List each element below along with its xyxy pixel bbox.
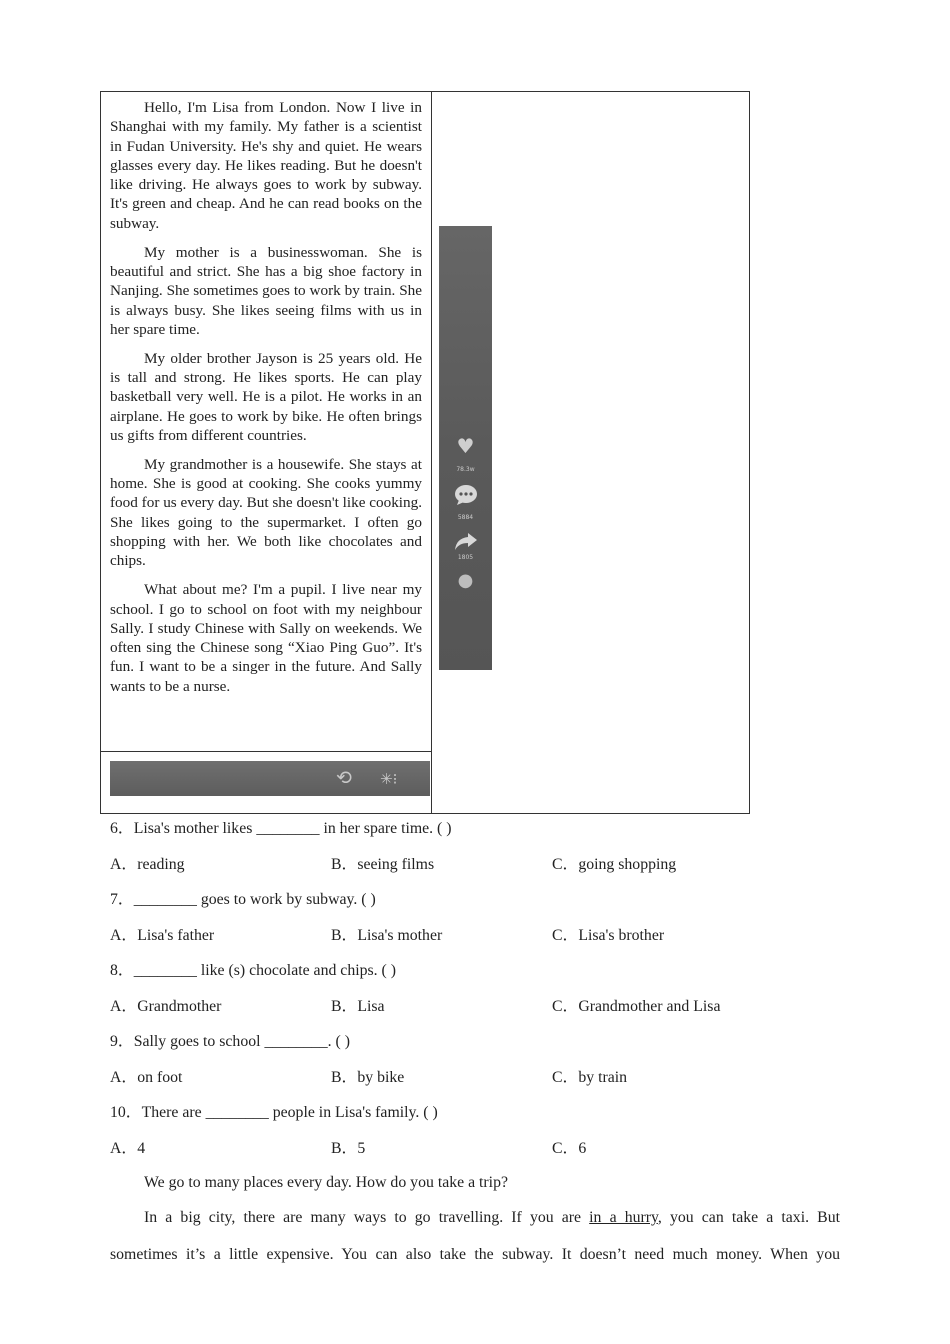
option-a: A．4 xyxy=(110,1140,146,1157)
question-10: 10．There are ________ people in Lisa's family. ( ) xyxy=(110,1104,438,1121)
refresh-icon[interactable]: ⟲ xyxy=(336,767,352,789)
option-b: B．seeing films xyxy=(331,856,435,873)
option-c: C．6 xyxy=(552,1140,587,1157)
passage2-line1 xyxy=(110,1209,840,1227)
passage-paragraph: Hello, I'm Lisa from London. Now I live in Shanghai with my family. My father is a scientist in Fudan University. He's shy and quiet. He wears glasses every day. He likes reading. But he doesn't like driving. He always goes to work by subway. It's green and cheap. And he can read books on the subway. xyxy=(110,99,422,232)
passage-paragraph: My mother is a businesswoman. She is beautiful and strict. She has a big shoe factory in Nanjing. She sometimes goes to work by train. She is always busy. She likes seeing films with us in her spare time. xyxy=(110,243,422,338)
option-a: A．Grandmother xyxy=(110,998,222,1015)
comment-count: 5884 xyxy=(457,514,474,521)
underlined-phrase: in a hurry xyxy=(589,1209,658,1226)
option-c: C．going shopping xyxy=(552,856,677,873)
passage-paragraph: My older brother Jayson is 25 years old. He is tall and strong. He likes sports. He can play basketball very well. He is a pilot. He works in an airplane. He goes to work by bike. He often brings us gifts from different countries. xyxy=(110,349,422,444)
option-b: B．Lisa xyxy=(331,998,385,1015)
question-6: 6．Lisa's mother likes ________ in her spare time. ( ) xyxy=(110,820,452,837)
reading-passage xyxy=(110,98,422,706)
passage2-line1-after: , you can take a taxi. But xyxy=(657,1209,840,1226)
like-count: 78.3w xyxy=(456,466,475,473)
option-a: A．reading xyxy=(110,856,185,873)
share-icon[interactable] xyxy=(439,531,492,555)
option-a: A．Lisa's father xyxy=(110,927,215,944)
comment-icon[interactable] xyxy=(439,484,492,510)
passage2-line2: sometimes it’s a little expensive. You can also take the subway. It doesn’t need much money. When you xyxy=(110,1246,840,1263)
column-divider xyxy=(431,92,432,813)
option-c: C．Grandmother and Lisa xyxy=(552,998,721,1015)
reading-passage-box xyxy=(100,91,750,814)
option-a: A．on foot xyxy=(110,1069,183,1086)
share-count: 1805 xyxy=(457,554,474,561)
favorite-icon[interactable]: ● xyxy=(457,570,474,591)
option-b: B．5 xyxy=(331,1140,366,1157)
video-control-bar xyxy=(110,761,430,796)
option-b: B．Lisa's mother xyxy=(331,927,443,944)
settings-icon[interactable]: ✳⁝ xyxy=(380,770,398,788)
question-7: 7．________ goes to work by subway. ( ) xyxy=(110,891,376,908)
question-9: 9．Sally goes to school ________. ( ) xyxy=(110,1033,351,1050)
option-c: C．Lisa's brother xyxy=(552,927,665,944)
row-divider xyxy=(101,751,431,752)
video-side-panel xyxy=(439,226,492,670)
passage2-intro: We go to many places every day. How do you take a trip? xyxy=(144,1174,508,1191)
passage-paragraph: What about me? I'm a pupil. I live near my school. I go to school on foot with my neighbour Sally. I study Chinese with Sally on weekends. We often sing the Chinese song “Xiao Ping Guo”. It's fun. I want to be a singer in the future. And Sally wants to be a nurse. xyxy=(110,581,422,695)
option-b: B．by bike xyxy=(331,1069,405,1086)
passage2-line1-before: In a big city, there are many ways to go travelling. If you are xyxy=(144,1209,590,1226)
question-8: 8．________ like (s) chocolate and chips. ( ) xyxy=(110,962,397,979)
option-c: C．by train xyxy=(552,1069,628,1086)
passage-paragraph: My grandmother is a housewife. She stays at home. She is good at cooking. She cooks yummy food for us every day. But she doesn't like cooking. She likes going to the supermarket. I often go shopping with her. We both like chocolates and chips. xyxy=(110,455,422,570)
heart-icon[interactable]: ♥ xyxy=(456,434,475,458)
